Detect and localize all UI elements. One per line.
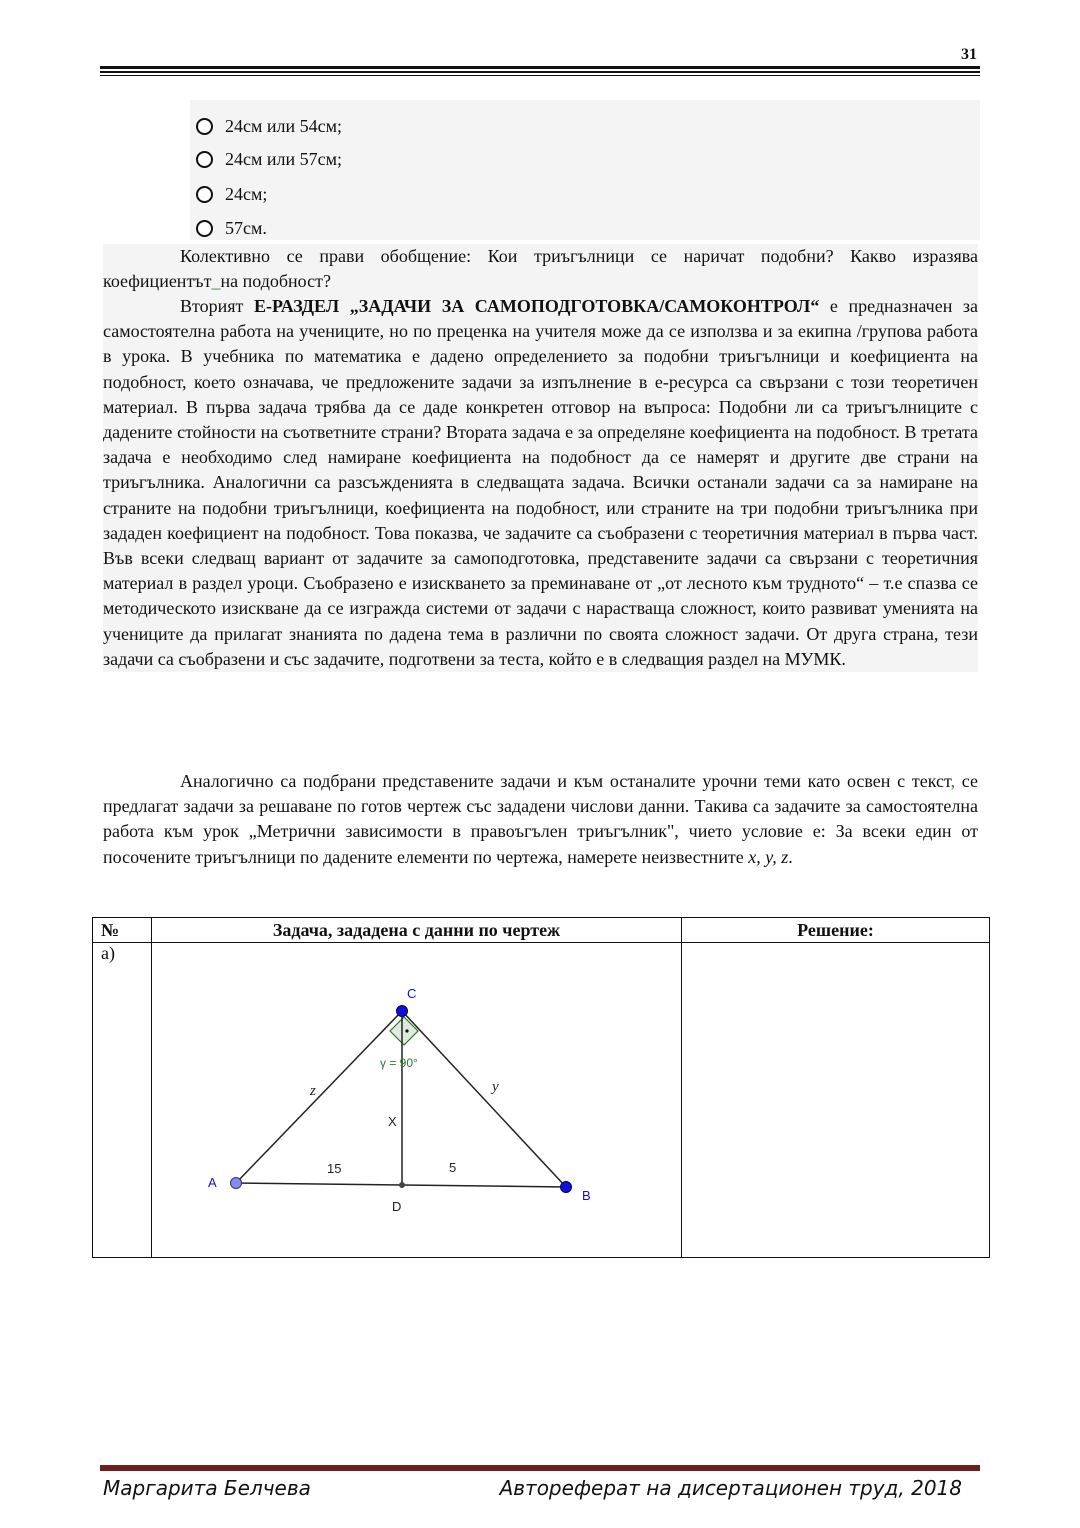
table-row: [93, 943, 990, 1258]
table-header-row: [93, 918, 990, 943]
label-d: D: [392, 1199, 402, 1214]
radio-icon[interactable]: [196, 118, 213, 135]
task-figure-cell: [152, 943, 682, 1258]
header-rule: [100, 66, 980, 76]
row-label: а): [93, 943, 152, 1258]
answer-options: [190, 100, 980, 240]
summary-paragraph: Колективно се прави обобщение: Кои триъгълници се наричат подобни? Какво изразява коефициентът_на подобност?: [103, 244, 978, 294]
header-task: Задача, зададена с данни по чертеж: [152, 918, 682, 943]
label-height-x: X: [388, 1114, 397, 1129]
right-angle-marker: [390, 1017, 418, 1045]
footer-title: Автореферат на дисертационен труд, 2018: [499, 1476, 962, 1500]
option-3[interactable]: [196, 184, 267, 204]
header-solution: Решение:: [682, 918, 990, 943]
option-label: 24см или 57см;: [225, 149, 343, 169]
page-number: 31: [961, 46, 977, 63]
section-title: Е-РАЗДЕЛ „ЗАДАЧИ ЗА САМОПОДГОТОВКА/САМОКОНТРОЛ“: [254, 296, 820, 316]
label-segment-db: 5: [449, 1160, 457, 1175]
footer-author: Маргарита Белчева: [103, 1476, 311, 1500]
footer-rule: [100, 1465, 980, 1471]
side-cb: [402, 1011, 566, 1187]
triangle-figure: [152, 943, 680, 1257]
label-a: A: [208, 1175, 217, 1190]
option-label: 57см.: [225, 218, 267, 238]
radio-icon[interactable]: [196, 151, 213, 168]
task-table: [92, 917, 990, 1258]
option-4[interactable]: [196, 218, 267, 238]
label-b: B: [582, 1188, 591, 1203]
point-a: [231, 1178, 242, 1189]
option-label: 24см или 54см;: [225, 116, 343, 136]
point-d: [399, 1182, 405, 1188]
solution-cell[interactable]: [682, 943, 990, 1258]
angle-label: γ = 90°: [380, 1056, 418, 1070]
point-b: [561, 1182, 572, 1193]
option-1[interactable]: [196, 116, 342, 136]
header-number: №: [93, 918, 152, 943]
radio-icon[interactable]: [196, 186, 213, 203]
label-side-y: y: [492, 1079, 499, 1095]
point-c: [397, 1006, 408, 1017]
option-2[interactable]: [196, 149, 342, 169]
label-c: C: [407, 986, 417, 1001]
side-ac: [236, 1011, 402, 1183]
option-label: 24см;: [225, 184, 268, 204]
label-side-z: z: [310, 1083, 316, 1099]
right-angle-dot: [405, 1029, 408, 1032]
label-segment-ad: 15: [327, 1161, 342, 1176]
analogy-paragraph: Аналогично са подбрани представените задачи и към останалите урочни теми като освен с текст, се предлагат задачи за решаване по готов чертеж със зададени числови данни. Такива са задачите за самостоятелна работа към урок „Метрични зависимости в правоъгълен триъгълник", чието условие е: За всеки един от посочените триъгълници по дадените елементи по чертежа, намерете неизвестните x, y, z.: [103, 771, 978, 867]
section-description-paragraph: Вторият Е-РАЗДЕЛ „ЗАДАЧИ ЗА САМОПОДГОТОВКА/САМОКОНТРОЛ“ е предназначен за самостоятелна работа на учениците, но по преценка на учителя може да се използва и за екипна /групова работа в урока. В учебника по математика е дадено определението за подобни триъгълници и коефициента на подобност, което означава, че предложените задачи за изпълнение в е-ресурса са свързани с този теоретичен материал. В първа задача трябва да се даде конкретен отговор на въпроса: Подобни ли са триъгълниците с дадените стойности на съответните страни? Втората задача е за определяне коефициента на подобност. В третата задача е необходимо след намиране коефициента на подобност да се намерят и другите две страни на триъгълника. Аналогични са разсъжденията в следващата задача. Всички останали задачи са за намиране на страните на подобни триъгълници, коефициента на подобност, или страните на три подобни триъгълника при зададен коефициент на подобност. Това показва, че задачите са съобразени с теоретичния материал в първа част. Във всеки следващ вариант от задачите за самоподготовка, представените задачи са свързани с теоретичния материал в раздел уроци. Съобразено е изискването за преминаване от „от лесното към трудното“ – т.е спазва се методическото изискване да се изгражда системи от задачи с нарастваща сложност, които развиват уменията на учениците да прилагат знанията по дадена тема в различни по своята сложност задачи. От друга страна, тези задачи са съобразени и със задачите, подготвени за теста, който е в следващия раздел на МУМК.: [103, 294, 978, 672]
radio-icon[interactable]: [196, 220, 213, 237]
